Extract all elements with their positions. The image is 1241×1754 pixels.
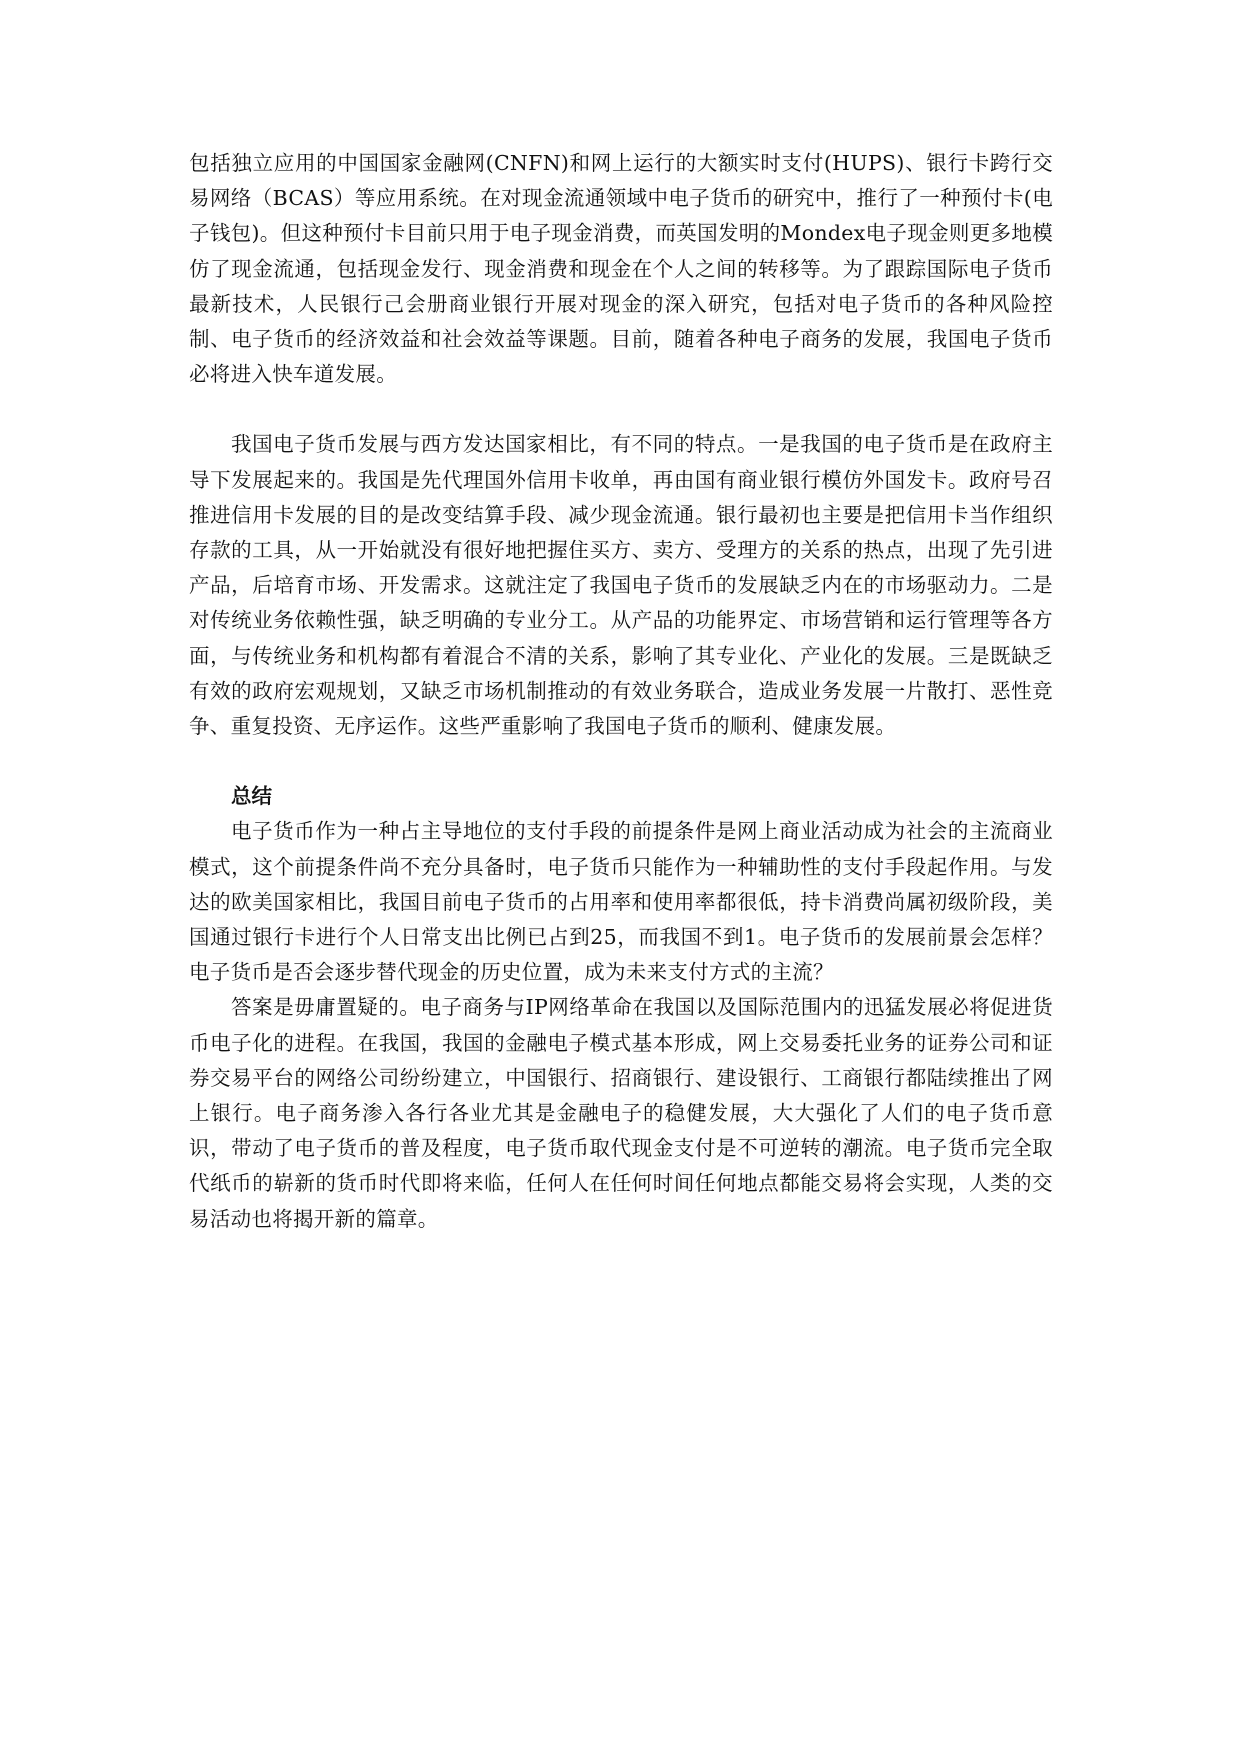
paragraph-summary-outlook: 电子货币作为一种占主导地位的支付手段的前提条件是网上商业活动成为社会的主流商业模式，这个前提条件尚不充分具备时，电子货币只能作为一种辅助性的支付手段起作用。与发达的欧美国家相比，我国目前电子货币的占用率和使用率都很低，持卡消费尚属初级阶段，美国通过银行卡进行个人日常支出比例已占到25，而我国不到1。电子货币的发展前景会怎样？电子货币是否会逐步替代现金的历史位置，成为未来支付方式的主流？ — [189, 819, 1053, 985]
document-body — [189, 146, 1053, 1237]
paragraph-payment-systems: 包括独立应用的中国国家金融网(CNFN)和网上运行的大额实时支付(HUPS)、银行卡跨行交易网络（BCAS）等应用系统。在对现金流通领域中电子货币的研究中，推行了一种预付卡(电子钱包)。但这种预付卡目前只用于电子现金消费，而英国发明的Mondex电子现金则更多地模仿了现金流通，包括现金发行、现金消费和现金在个人之间的转移等。为了跟踪国际电子货币最新技术，人民银行己会册商业银行开展对现金的深入研究，包括对电子货币的各种风险控制、电子货币的经济效益和社会效益等课题。目前，随着各种电子商务的发展，我国电子货币必将进入快车道发展。 — [189, 151, 1053, 387]
section-heading-summary: 总结 — [231, 784, 272, 809]
paragraph-china-characteristics: 我国电子货币发展与西方发达国家相比，有不同的特点。一是我国的电子货币是在政府主导下发展起来的。我国是先代理国外信用卡收单，再由国有商业银行模仿外国发卡。政府号召推进信用卡发展的目的是改变结算手段、减少现金流通。银行最初也主要是把信用卡当作组织存款的工具，从一开始就没有很好地把握住买方、卖方、受理方的关系的热点，出现了先引进产品，后培育市场、开发需求。这就注定了我国电子货币的发展缺乏内在的市场驱动力。二是对传统业务依赖性强，缺乏明确的专业分工。从产品的功能界定、市场营销和运行管理等各方面，与传统业务和机构都有着混合不清的关系，影响了其专业化、产业化的发展。三是既缺乏有效的政府宏观规划，又缺乏市场机制推动的有效业务联合，造成业务发展一片散打、恶性竞争、重复投资、无序运作。这些严重影响了我国电子货币的顺利、健康发展。 — [189, 432, 1053, 739]
paragraph-summary-conclusion: 答案是毋庸置疑的。电子商务与IP网络革命在我国以及国际范围内的迅猛发展必将促进货币电子化的进程。在我国，我国的金融电子模式基本形成，网上交易委托业务的证券公司和证券交易平台的网络公司纷纷建立，中国银行、招商银行、建设银行、工商银行都陆续推出了网上银行。电子商务渗入各行各业尤其是金融电子的稳健发展，大大强化了人们的电子货币意识，带动了电子货币的普及程度，电子货币取代现金支付是不可逆转的潮流。电子货币完全取代纸币的崭新的货币时代即将来临，任何人在任何时间任何地点都能交易将会实现，人类的交易活动也将揭开新的篇章。 — [189, 995, 1053, 1231]
